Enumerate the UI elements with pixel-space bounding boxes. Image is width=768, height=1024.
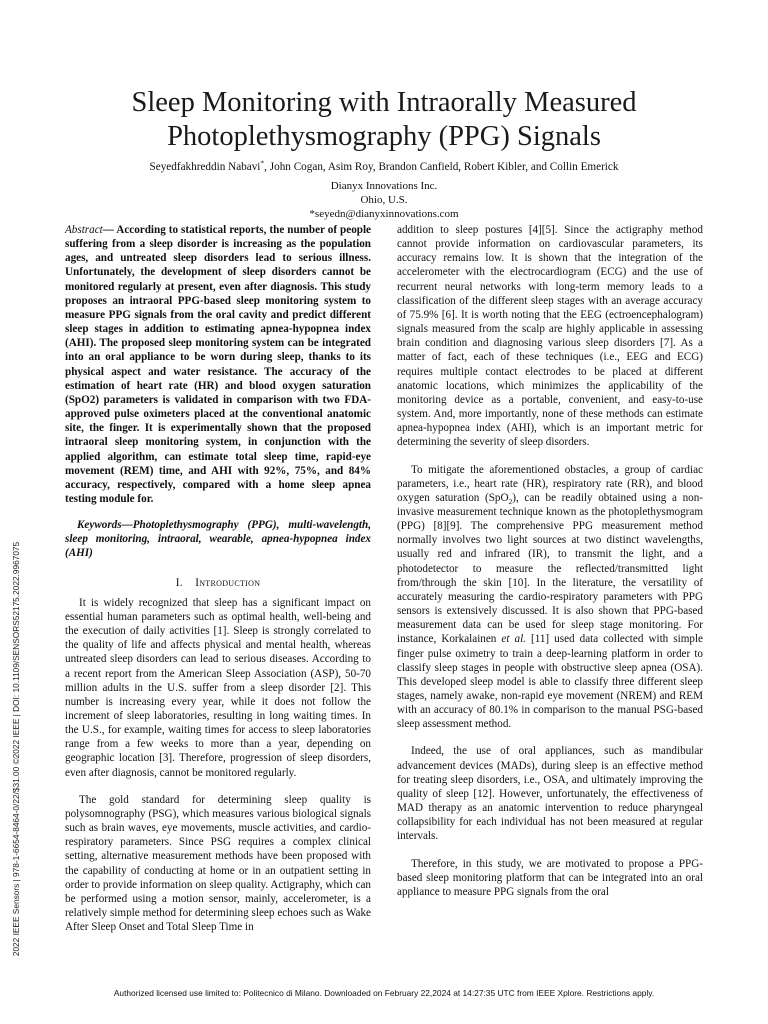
section-title: Introduction: [195, 576, 261, 589]
affiliation-location: Ohio, U.S.: [360, 194, 408, 206]
corresponding-author-mark: *: [260, 158, 265, 168]
affiliation: [40, 179, 728, 221]
side-citation-strip: [4, 519, 28, 979]
right-column: [397, 223, 703, 899]
p4-part-a: To mitigate the aforementioned obstacles, a group of cardiac parameters, i.e., heart rate (HR), respiratory rate (RR), and blood oxygen saturation (SpO: [397, 463, 703, 504]
abstract-dash: —: [102, 224, 117, 236]
keywords-text: Photoplethysmography (PPG), multi-wavelength, sleep monitoring, intraoral, wearable, apnea-hypopnea index (AHI): [65, 519, 371, 560]
keywords-lead: Keywords—: [77, 519, 133, 532]
paper-title-line-2: Photoplethysmography (PPG) Signals: [167, 121, 601, 152]
side-citation-text: 2022 IEEE Sensors | 978-1-6654-8464-0/22/$31.00 ©2022 IEEE | DOI: 10.1109/SENSORS52175.2022.9967075: [11, 541, 21, 957]
paper-title: [60, 86, 708, 154]
intro-paragraph-3: addition to sleep postures [4][5]. Since the actigraphy method cannot provide information on cardiovascular parameters, its accuracy remains low. It is shown that the integration of the accelerometer with the electrocardiogram (ECG) and the use of recurrent neural networks with long-term memory leads to a classification of the different sleep stages with an average accuracy of 75.9% [6]. It is worth noting that the EEG (ectroencephalogram) signals measured from the scalp are highly applicable in assessing brain condition and diagnosing various sleep disorders [7]. As a matter of fact, each of these techniques (i.e., EEG and ECG) requires multiple contact electrodes to be placed at different anatomic locations, which minimizes the applicability of the monitoring device as a portable, convenient, and easy-to-use system. And, more importantly, none of these methods can estimate apnea-hypopnea index (AHI), which is an important metric for determining the severity of sleep disorders.: [397, 224, 703, 449]
p4-et-al: et al.: [501, 633, 526, 646]
affiliation-email: *seyedn@dianyxinnovations.com: [309, 208, 459, 220]
intro-paragraph-5: Indeed, the use of oral appliances, such as mandibular advancement devices (MADs), during sleep is an effective method for treating sleep disorders, i.e., OSA, and ultimately improving the quality of sleep [12]. However, unfortunately, the effectiveness of MAD therapy as an anatomic intervention to reduce pharyngeal collapsibility for each individual has not been measured at regular intervals.: [397, 745, 703, 843]
author-rest: , John Cogan, Asim Roy, Brandon Canfield, Robert Kibler, and Collin Emerick: [264, 161, 619, 173]
intro-paragraph-4: [397, 463, 703, 732]
section-heading-introduction: [65, 576, 371, 590]
intro-paragraph-1: It is widely recognized that sleep has a significant impact on essential human parameters such as optimal health, well-being and the execution of daily activities [1]. Sleep is strongly correlated to the quality of life and affects physical and mental health, whereas untreated sleep disorders can lead to serious diseases. According to a recent report from the American Sleep Association (ASP), 50-70 million adults in the U.S. suffer from a sleep disorder [2]. This number is increasing every year, while it does not follow the increment of sleep laboratories, resulting in long waiting times. In the U.S., for example, waiting times for access to sleep laboratories range from a few weeks to more than a year, depending on geographic location [3]. Therefore, progression of sleep disorders, even after diagnosis, cannot be monitored regularly.: [65, 596, 371, 779]
abstract-text: According to statistical reports, the number of people suffering from a sleep disorder is increasing as the population ages, and untreated sleep disorders lead to serious illness. Unfortunately, the development of sleep disorders cannot be monitored regularly at present, even after diagnosis. This study proposes an intraoral PPG-based sleep monitoring system to measure PPG signals from the oral cavity and predict different sleep stages in addition to estimating apnea-hypopnea index (AHI). The proposed sleep monitoring system can be integrated into an oral appliance to be worn during sleep, thanks to its physical aspect and water resistance. The accuracy of the estimation of heart rate (HR) and blood oxygen saturation (SpO2) parameters is validated in comparison with two FDA-approved pulse oximeters placed at the conventional anatomic site, the finger. It is experimentally shown that the proposed intraoral sleep monitoring system, in conjunction with the applied algorithm, can estimate total sleep time, rapid-eye movement (REM) time, and AHI with 92%, 75%, and 84% accuracy, respectively, compared with a home sleep apnea testing module for.: [65, 224, 371, 505]
left-column: [65, 223, 371, 934]
section-numeral: I.: [175, 576, 183, 589]
author-list: [40, 160, 728, 174]
license-footer: Authorized licensed use limited to: Politecnico di Milano. Downloaded on February 22,2024 at 14:27:35 UTC from IEEE Xplore. Restrictions apply.: [113, 988, 655, 998]
paper-title-line-1: Sleep Monitoring with Intraorally Measured: [131, 87, 637, 118]
p4-part-b: ), can be readily obtained using a non-invasive measurement technique known as the photoplethysmogram (PPG) [8][9]. The comprehensive PPG measurement method normally involves two light sources at two distinct wavelengths, usually red and infrared (IR), to transmit the light, and a photodetector to measure the reflected/transmitted light from/through the skin [10]. In the literature, the versatility of accurately measuring the cardio-respiratory parameters with PPG sensors is extensively discussed. It is also shown that PPG-based measurement data can be used for sleep stage monitoring. For instance, Korkalainen: [397, 491, 704, 646]
affiliation-organization: Dianyx Innovations Inc.: [330, 180, 438, 192]
intro-paragraph-6: Therefore, in this study, we are motivated to propose a PPG-based sleep monitoring platform that can be integrated into an oral appliance to measure PPG signals from the oral: [397, 857, 703, 898]
abstract-lead: Abstract: [65, 224, 103, 236]
abstract: [65, 223, 371, 506]
author-first: Seyedfakhreddin Nabavi: [149, 161, 261, 173]
intro-paragraph-2: The gold standard for determining sleep quality is polysomnography (PSG), which measures various biological signals such as brain waves, eye movements, muscle activities, and cardio-respiratory parameters. Since PSG requires a complex clinical setting, alternative measurement methods have been proposed with the capability of conducting at home or in an outpatient setting in order to provide information on sleep quality. Actigraphy, which can be performed using a motion sensor, mainly, accelerometer, is a relatively simple method for determining sleep echoes such as Wake After Sleep Onset and Total Sleep Time in: [65, 793, 371, 934]
p4-part-c: [11] used data collected with simple finger pulse oximetry to train a deep-learning platform in order to classify sleep stages in people with obstructive sleep apnea (OSA). This developed sleep model is able to classify three different sleep stages, namely awake, non-rapid eye movement (NREM) and REM with an accuracy of 80.1% in comparison to the manual PSG-based sleep assessment method.: [397, 633, 703, 731]
keywords: [65, 518, 371, 560]
p4-subscript: 2: [508, 497, 513, 507]
